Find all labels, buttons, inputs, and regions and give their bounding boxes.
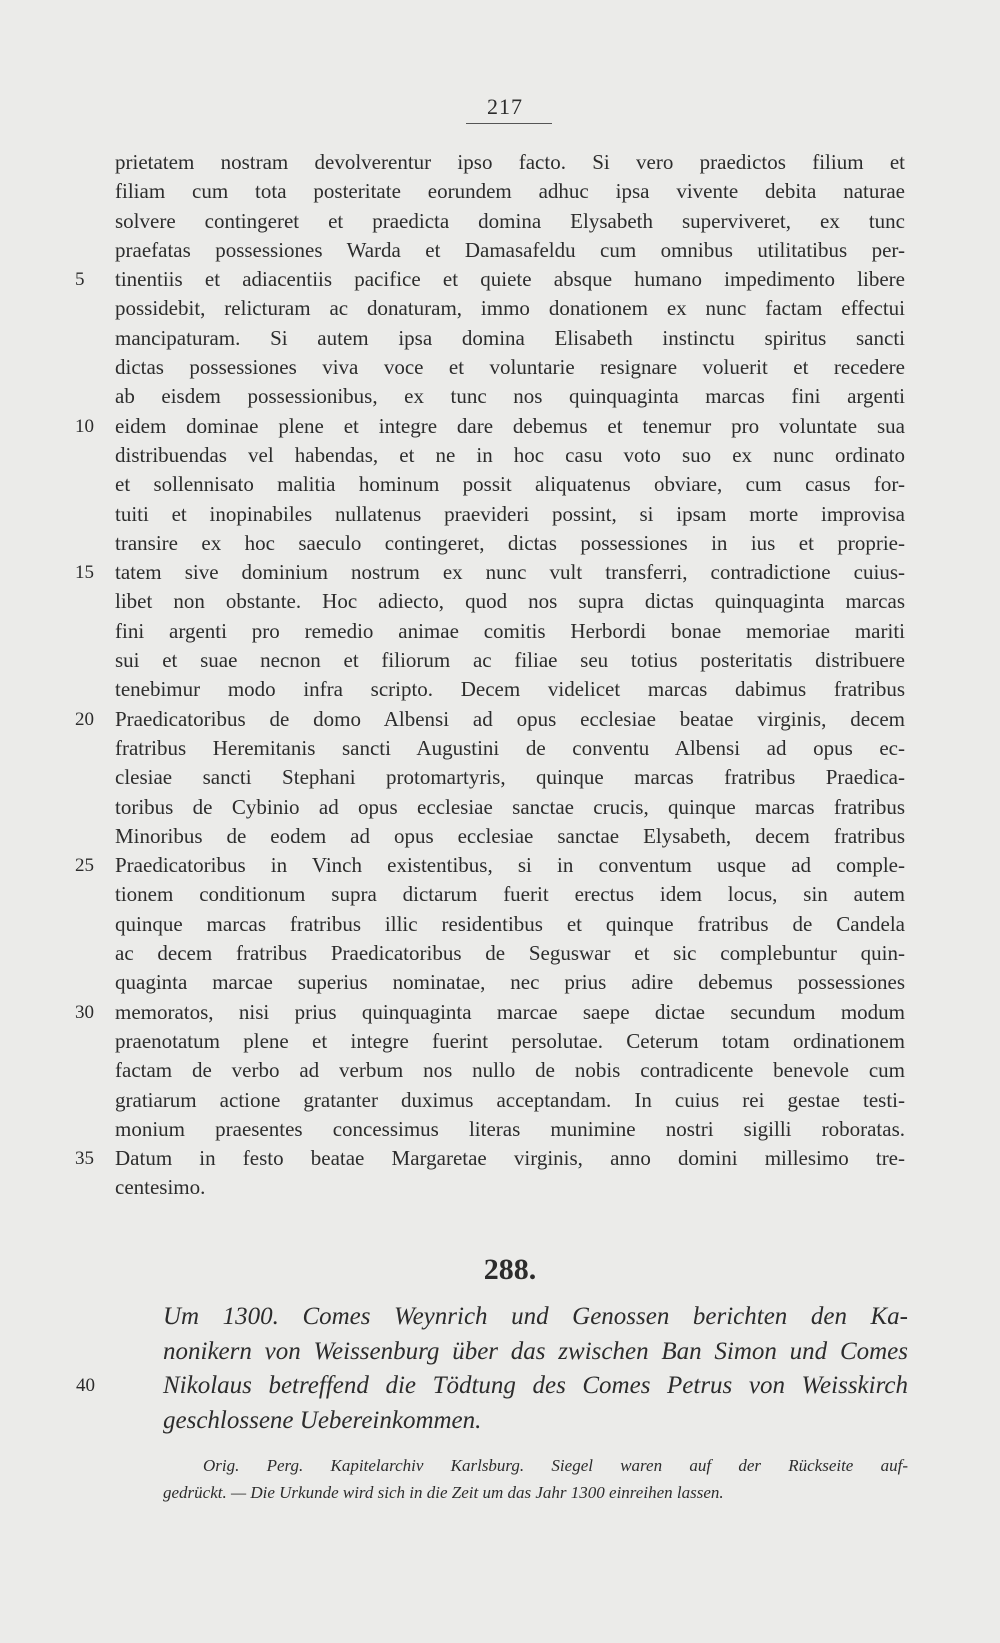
line-text: eidem dominae plene et integre dare debemus et tenemur pro voluntate sua: [115, 413, 905, 438]
line-number: 35: [75, 1148, 94, 1170]
text-line: [115, 324, 905, 353]
line-text: geschlossene Uebereinkommen.: [163, 1406, 482, 1434]
text-line: [75, 1144, 905, 1173]
text-line: [115, 1086, 905, 1115]
text-line: [75, 851, 905, 880]
line-text: Nikolaus betreffend die Tödtung des Comes Petrus von Weisskirch: [163, 1372, 908, 1399]
line-number: 25: [75, 855, 94, 877]
line-text: libet non obstante. Hoc adiecto, quod nos supra dictas quinquaginta marcas: [115, 589, 905, 614]
line-text: toribus de Cybinio ad opus ecclesiae sanctae crucis, quinque marcas fratribus: [115, 794, 905, 819]
text-line: [115, 617, 905, 646]
text-line: [115, 939, 905, 968]
text-line: [115, 294, 905, 323]
text-line: [115, 675, 905, 704]
line-number: 10: [75, 415, 94, 437]
line-text: solvere contingeret et praedicta domina Elysabeth superviveret, ex tunc: [115, 208, 905, 233]
line-text: praefatas possessiones Warda et Damasafeldu cum omnibus utilitatibus per-: [115, 237, 905, 262]
text-line: [115, 1027, 905, 1056]
text-line: [115, 822, 905, 851]
charter-text: [75, 148, 905, 1203]
text-line: [115, 441, 905, 470]
line-text: quaginta marcae superius nominatae, nec prius adire debemus possessiones: [115, 970, 905, 995]
line-text: fini argenti pro remedio animae comitis Herbordi bonae memoriae mariti: [115, 618, 905, 643]
source-note: [163, 1452, 908, 1506]
text-line: [115, 793, 905, 822]
line-text: possidebit, relicturam ac donaturam, immo donationem ex nunc factam effectui: [115, 296, 905, 321]
text-line: [115, 587, 905, 616]
line-text: Minoribus de eodem ad opus ecclesiae sanctae Elysabeth, decem fratribus: [115, 823, 905, 848]
document-heading: [76, 1300, 908, 1438]
text-line: [163, 1335, 908, 1370]
line-text: praenotatum plene et integre fuerint persolutae. Ceterum totam ordinationem: [115, 1028, 905, 1053]
line-text: tionem conditionum supra dictarum fuerit erectus idem locus, sin autem: [115, 882, 905, 907]
text-line: [163, 1404, 908, 1439]
line-text: memoratos, nisi prius quinquaginta marcae saepe dictae secundum modum: [115, 999, 905, 1024]
line-text: centesimo.: [115, 1175, 206, 1200]
line-number: 40: [76, 1375, 95, 1396]
line-text: dictas possessiones viva voce et voluntarie resignare voluerit et recedere: [115, 355, 905, 380]
line-text: tatem sive dominium nostrum ex nunc vult transferri, contradictione cuius-: [115, 560, 905, 585]
text-line: [115, 500, 905, 529]
line-text: clesiae sancti Stephani protomartyris, quinque marcas fratribus Praedica-: [115, 765, 905, 790]
line-text: transire ex hoc saeculo contingeret, dictas possessiones in ius et proprie-: [115, 530, 905, 555]
line-text: tenebimur modo infra scripto. Decem videlicet marcas dabimus fratribus: [115, 677, 905, 702]
text-line: [115, 880, 905, 909]
line-text: Praedicatoribus in Vinch existentibus, si in conventum usque ad comple-: [115, 853, 905, 878]
source-line: Orig. Perg. Kapitelarchiv Karlsburg. Siegel waren auf der Rückseite auf-: [203, 1456, 908, 1475]
document-number: 288.: [483, 1253, 537, 1286]
line-text: quinque marcas fratribus illic residentibus et quinque fratribus de Candela: [115, 911, 905, 936]
line-text: Datum in festo beatae Margaretae virginis, anno domini millesimo tre-: [115, 1146, 905, 1171]
line-text: gratiarum actione gratanter duximus acceptandam. In cuius rei gestae testi-: [115, 1087, 905, 1112]
text-line: [115, 763, 905, 792]
line-number: 15: [75, 562, 94, 584]
text-line: [115, 1173, 905, 1202]
line-text: ab eisdem possessionibus, ex tunc nos quinquaginta marcas fini argenti: [115, 384, 905, 409]
text-line: [115, 353, 905, 382]
text-line: [76, 1369, 908, 1404]
text-line: [115, 382, 905, 411]
text-line: [115, 910, 905, 939]
text-line: [115, 968, 905, 997]
text-line: [75, 998, 905, 1027]
line-text: filiam cum tota posteritate eorundem adhuc ipsa vivente debita naturae: [115, 179, 905, 204]
text-line: [75, 265, 905, 294]
text-line: [75, 558, 905, 587]
text-line: [115, 236, 905, 265]
line-number: 5: [75, 269, 85, 291]
page-number: 217: [487, 94, 523, 119]
line-text: mancipaturam. Si autem ipsa domina Elisabeth instinctu spiritus sancti: [115, 325, 905, 350]
source-line: gedrückt. — Die Urkunde wird sich in die Zeit um das Jahr 1300 einreihen lassen.: [163, 1483, 724, 1502]
text-line: [163, 1300, 908, 1335]
text-line: [115, 1115, 905, 1144]
page-number-rule: [466, 123, 552, 124]
text-line: [115, 529, 905, 558]
line-number: 30: [75, 1001, 94, 1023]
text-line: [115, 470, 905, 499]
line-text: monium praesentes concessimus literas munimine nostri sigilli roboratas.: [115, 1116, 905, 1141]
text-line: [75, 705, 905, 734]
line-text: Praedicatoribus de domo Albensi ad opus ecclesiae beatae virginis, decem: [115, 706, 905, 731]
text-line: [115, 148, 905, 177]
text-line: [115, 734, 905, 763]
line-text: tuiti et inopinabiles nullatenus praevideri possint, si ipsam morte improvisa: [115, 501, 905, 526]
text-line: [115, 207, 905, 236]
line-text: factam de verbo ad verbum nos nullo de nobis contradicente benevole cum: [115, 1058, 905, 1083]
line-text: nonikern von Weissenburg über das zwischen Ban Simon und Comes: [163, 1337, 908, 1365]
text-line: [115, 646, 905, 675]
line-text: distribuendas vel habendas, et ne in hoc casu voto suo ex nunc ordinato: [115, 442, 905, 467]
line-text: sui et suae necnon et filiorum ac filiae seu totius posteritatis distribuere: [115, 648, 905, 673]
line-text: tinentiis et adiacentiis pacifice et quiete absque humano impedimento libere: [115, 267, 905, 292]
text-line: [115, 177, 905, 206]
line-text: Um 1300. Comes Weynrich und Genossen berichten den Ka-: [163, 1303, 908, 1330]
text-line: [115, 1056, 905, 1085]
line-text: et sollennisato malitia hominum possit aliquatenus obviare, cum casus for-: [115, 472, 905, 497]
text-line: [75, 412, 905, 441]
line-text: ac decem fratribus Praedicatoribus de Seguswar et sic complebuntur quin-: [115, 941, 905, 966]
line-text: fratribus Heremitanis sancti Augustini de conventu Albensi ad opus ec-: [115, 735, 905, 760]
line-number: 20: [75, 708, 94, 730]
line-text: prietatem nostram devolverentur ipso facto. Si vero praedictos filium et: [115, 150, 905, 174]
